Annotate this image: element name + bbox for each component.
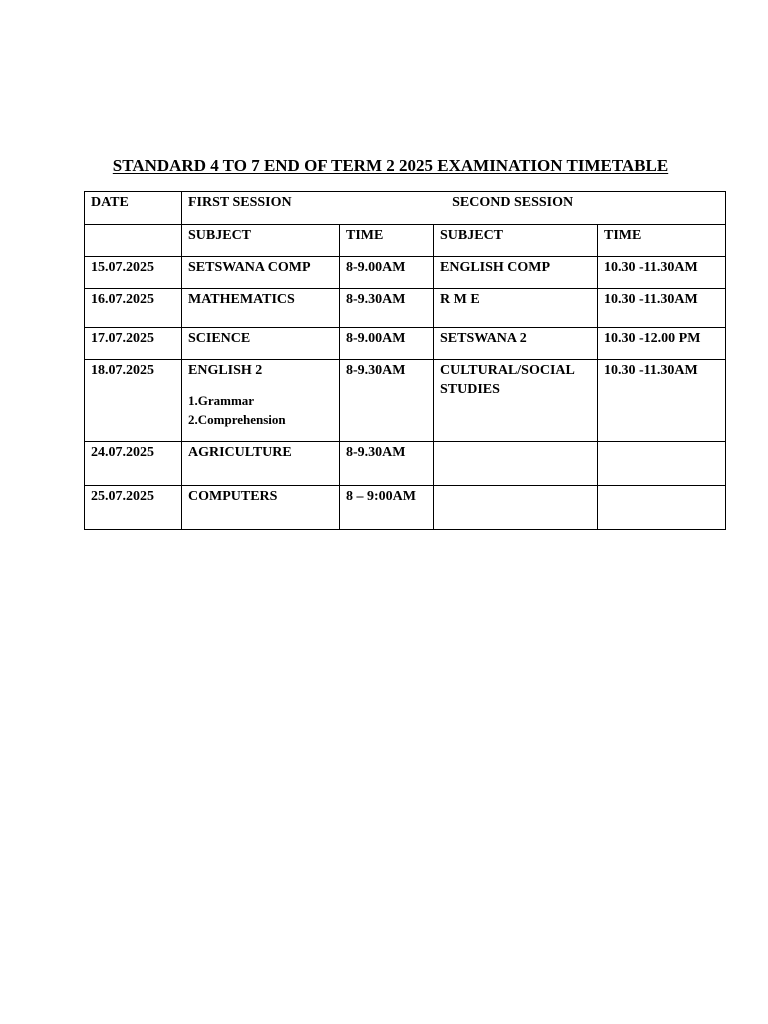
date-header: DATE bbox=[85, 192, 182, 225]
second-time-header: TIME bbox=[598, 225, 726, 257]
second-time-cell: 10.30 -11.30AM bbox=[598, 360, 726, 442]
paper-part: 2.Comprehension bbox=[188, 412, 286, 427]
first-subject-cell: AGRICULTURE bbox=[182, 442, 340, 486]
first-time-cell: 8-9.30AM bbox=[340, 442, 434, 486]
timetable bbox=[84, 191, 726, 530]
sessions-header bbox=[182, 192, 726, 225]
second-time-cell bbox=[598, 486, 726, 530]
table-row bbox=[85, 442, 726, 486]
table-row bbox=[85, 257, 726, 289]
second-subject-cell: SETSWANA 2 bbox=[434, 328, 598, 360]
table-row bbox=[85, 289, 726, 328]
second-subject-header: SUBJECT bbox=[434, 225, 598, 257]
first-subject-cell bbox=[182, 360, 340, 442]
table-row bbox=[85, 486, 726, 530]
date-cell: 17.07.2025 bbox=[85, 328, 182, 360]
date-cell: 16.07.2025 bbox=[85, 289, 182, 328]
second-time-cell: 10.30 -11.30AM bbox=[598, 257, 726, 289]
first-subject-cell: COMPUTERS bbox=[182, 486, 340, 530]
date-cell: 18.07.2025 bbox=[85, 360, 182, 442]
header-row-columns bbox=[85, 225, 726, 257]
paper-part: 1.Grammar bbox=[188, 393, 255, 408]
second-time-cell bbox=[598, 442, 726, 486]
first-time-cell: 8-9.30AM bbox=[340, 289, 434, 328]
subject-name: ENGLISH 2 bbox=[188, 363, 263, 378]
empty-header-cell bbox=[85, 225, 182, 257]
second-time-cell: 10.30 -11.30AM bbox=[598, 289, 726, 328]
first-time-cell: 8-9.00AM bbox=[340, 257, 434, 289]
date-cell: 25.07.2025 bbox=[85, 486, 182, 530]
first-subject-cell: SCIENCE bbox=[182, 328, 340, 360]
page-title: STANDARD 4 TO 7 END OF TERM 2 2025 EXAMINATION TIMETABLE bbox=[112, 156, 669, 175]
second-subject-cell bbox=[434, 486, 598, 530]
second-time-cell: 10.30 -12.00 PM bbox=[598, 328, 726, 360]
first-subject-cell: MATHEMATICS bbox=[182, 289, 340, 328]
first-time-cell: 8-9.00AM bbox=[340, 328, 434, 360]
table-row bbox=[85, 360, 726, 442]
first-time-cell: 8 – 9:00AM bbox=[340, 486, 434, 530]
first-session-header: FIRST SESSION bbox=[188, 195, 292, 210]
header-row-sessions bbox=[85, 192, 726, 225]
second-subject-cell: R M E bbox=[434, 289, 598, 328]
second-subject-cell: ENGLISH COMP bbox=[434, 257, 598, 289]
date-cell: 15.07.2025 bbox=[85, 257, 182, 289]
first-time-header: TIME bbox=[340, 225, 434, 257]
second-session-header: SECOND SESSION bbox=[452, 195, 574, 210]
first-subject-header: SUBJECT bbox=[182, 225, 340, 257]
second-subject-cell bbox=[434, 442, 598, 486]
date-cell: 24.07.2025 bbox=[85, 442, 182, 486]
first-subject-cell: SETSWANA COMP bbox=[182, 257, 340, 289]
second-subject-cell: CULTURAL/SOCIAL STUDIES bbox=[434, 360, 598, 442]
first-time-cell: 8-9.30AM bbox=[340, 360, 434, 442]
table-row bbox=[85, 328, 726, 360]
